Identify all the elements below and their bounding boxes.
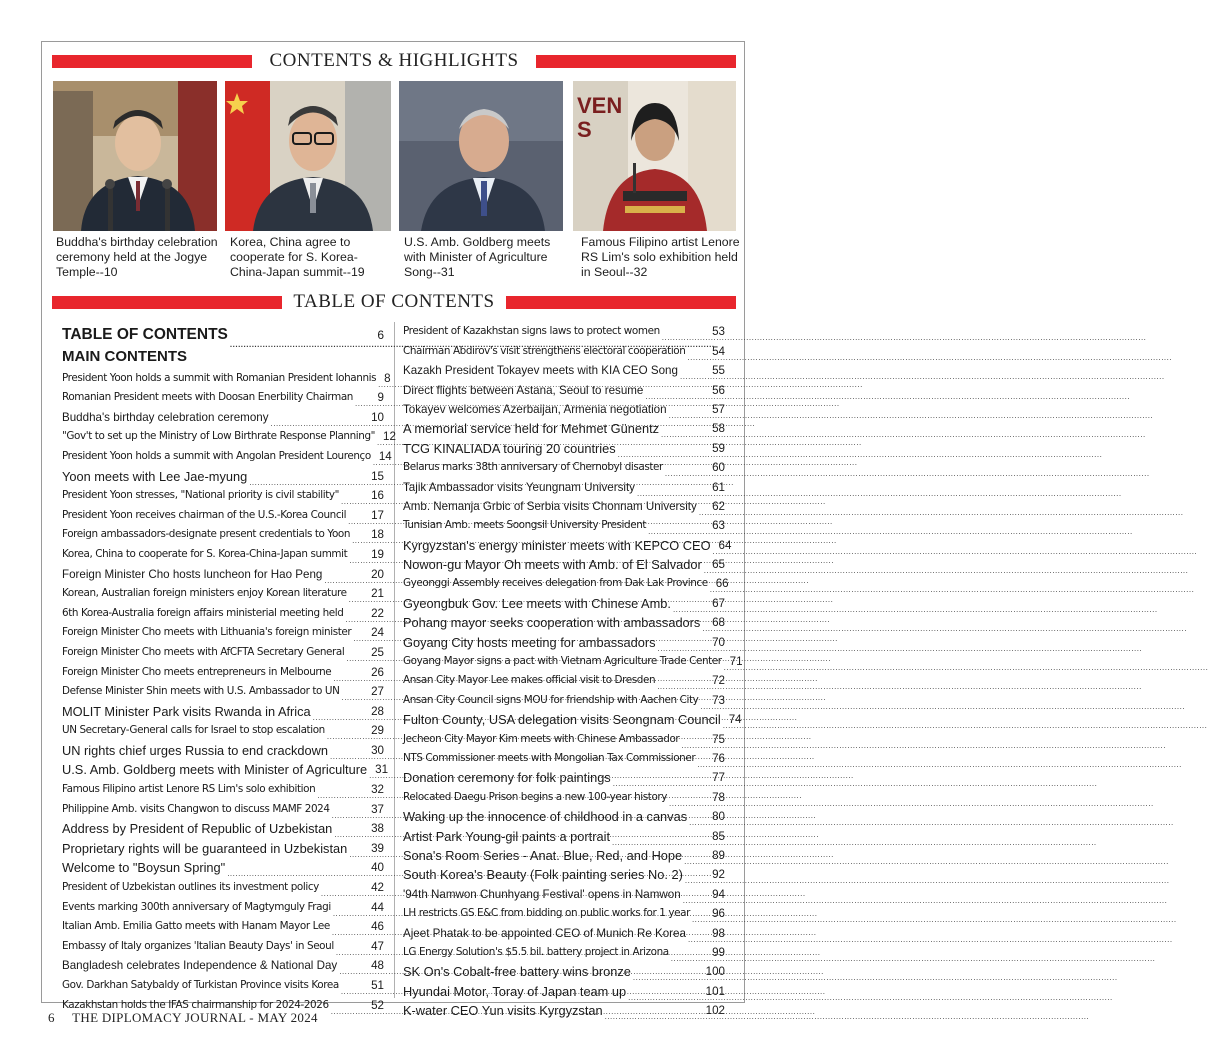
toc-entry-page: 25 [371,645,384,659]
toc-entry-page: 64 [718,538,732,552]
toc-entry[interactable] [403,516,725,535]
toc-entry-page: 42 [371,881,384,895]
toc-entry-title: Welcome to "Boysun Spring" [62,860,226,876]
toc-entry[interactable] [403,1001,725,1020]
toc-entry-title: Philippine Amb. visits Changwon to discuss MAMF 2024 [62,802,330,815]
toc-entry-title: Goyang Mayor signs a pact with Vietnam Agriculture Trade Center [403,655,722,668]
toc-leader-dots [645,386,710,397]
toc-leader-dots [349,550,369,561]
toc-leader-dots [681,735,710,746]
toc-leader-dots [321,883,369,894]
toc-entry[interactable] [62,603,384,623]
toc-leader-dots [723,715,727,726]
highlight-photo-3[interactable] [399,81,563,231]
toc-leader-dots [700,696,710,707]
toc-leader-dots [353,628,369,639]
toc-entry-title: UN rights chief urges Russia to end crackdown [62,742,329,758]
toc-entry[interactable] [403,923,725,942]
toc-leader-dots [331,1001,369,1012]
toc-entry-title: Amb. Nemanja Grbic of Serbia visits Chonnam University [403,499,697,513]
toc-entry-title: Kazakh President Tokayev meets with KIA CEO Song [403,364,678,378]
toc-entry[interactable] [403,904,725,923]
toc-entry[interactable] [403,613,725,632]
toc-entry-page: 59 [712,441,725,455]
toc-entry-page: 102 [705,1004,725,1018]
toc-leader-dots [349,589,369,600]
toc-leader-dots [685,870,710,881]
toc-entry[interactable] [62,584,384,604]
highlight-photo-1[interactable] [53,81,217,231]
toc-entry[interactable] [62,799,384,819]
toc-entry-page: 44 [371,900,384,914]
toc-leader-dots [249,472,369,483]
toc-leader-dots [369,765,373,776]
toc-entry[interactable] [403,981,725,1000]
toc-leader-dots [346,648,369,659]
toc-entry[interactable] [62,427,396,447]
toc-leader-dots [271,413,370,424]
toc-entry[interactable] [403,419,725,438]
toc-leader-dots [341,687,369,698]
toc-entry-title: Buddha's birthday celebration ceremony [62,410,269,424]
toc-entry-page: 75 [712,732,725,746]
toc-leader-dots [669,793,710,804]
toc-entry-title: K-water CEO Yun visits Kyrgyzstan [403,1003,603,1019]
toc-entry-title: Pohang mayor seeks cooperation with ambassadors [403,615,701,631]
toc-entry[interactable] [62,407,384,427]
toc-entry-title: Foreign Minister Cho meets with Lithuania's foreign minister [62,626,352,639]
toc-entry-page: 29 [371,724,384,738]
toc-entry[interactable] [403,865,725,884]
toc-leader-dots [662,327,710,338]
toc-leader-dots [227,863,369,874]
toc-entry-page: 53 [712,325,725,339]
toc-leader-dots [637,483,710,494]
page-footer [48,1010,318,1026]
toc-leader-dots [680,366,710,377]
toc-entry[interactable] [403,322,725,341]
toc-entry[interactable] [403,826,725,845]
toc-entry[interactable] [403,652,743,671]
toc-entry[interactable] [62,682,384,702]
toc-leader-dots [339,961,369,972]
toc-entry-title: Italian Amb. Emilia Gatto meets with Hanam Mayor Lee [62,920,330,933]
toc-entry-title: Jecheon City Mayor Kim meets with Chinese Ambassador [403,732,680,745]
toc-banner [52,293,736,311]
highlight-caption-2: Korea, China agree to cooperate for S. Korea-China-Japan summit--19 [230,235,365,279]
toc-entry-title: Chairman Abdirov's visit strengthens electoral cooperation [403,344,686,357]
toc-entry-title: Gyeonggi Assembly receives delegation from Dak Lak Province [403,577,708,590]
toc-entry-title: Fulton County, USA delegation visits Seongnam Council [403,712,721,728]
toc-entry-page: 26 [371,665,384,679]
highlight-caption-3: U.S. Amb. Goldberg meets with Minister of Agriculture Song--31 [404,235,551,279]
toc-entry-page: 58 [712,422,725,436]
toc-entry-page: 40 [371,861,384,875]
toc-entry[interactable] [403,380,725,399]
toc-entry-title: Hyundai Motor, Toray of Japan team up [403,983,627,999]
toc-entry[interactable] [403,768,725,787]
toc-entry-page: 101 [705,984,725,998]
toc-leader-dots [724,657,728,668]
toc-leader-dots [317,785,369,796]
toc-entry-page: 60 [712,461,725,475]
highlight-caption-4: Famous Filipino artist Lenore RS Lim's solo exhibition held in Seoul--32 [581,235,740,279]
toc-entry[interactable] [403,458,725,477]
toc-entry[interactable] [62,368,391,388]
toc-entry-page: 31 [375,763,389,777]
toc-leader-dots [657,676,710,687]
toc-entry[interactable] [403,671,725,690]
toc-entry-title: LH restricts GS E&C from bidding on public works for 1 year [403,907,690,920]
toc-entry[interactable] [403,341,725,360]
toc-entry-title: '94th Namwon Chunhyang Festival' opens in Namwon [403,887,681,901]
toc-entry-page: 22 [371,606,384,620]
toc-right-column [403,322,743,1020]
toc-entry-title: President of Kazakhstan signs laws to protect women [403,325,660,338]
toc-entry[interactable] [403,477,725,496]
toc-entry-title: Gyeongbuk Gov. Lee meets with Chinese Amb. [403,595,671,611]
toc-entry[interactable] [62,936,384,956]
toc-entry-page: 52 [371,998,384,1012]
toc-entry-page: 32 [371,783,384,797]
toc-entry-title: A memorial service held for Mehmet Günentz [403,421,660,437]
highlights-banner [52,52,736,70]
toc-entry-title: TABLE OF CONTENTS [62,326,228,343]
toc-entry-page: 39 [371,841,384,855]
toc-entry-page: 78 [712,790,725,804]
toc-entry-title: LG Energy Solution's $5.5 bil. battery project in Arizona [403,945,669,958]
toc-entry-page: 6 [377,328,384,342]
toc-entry-page: 17 [371,508,384,522]
toc-entry[interactable] [62,544,384,564]
toc-entry-title: Foreign Minister Cho meets entrepreneurs in Melbourne [62,665,332,678]
toc-entry-title: Ansan City Council signs MOU for friendship with Aachen City [403,693,699,706]
toc-entry-page: 65 [712,558,725,572]
toc-entry[interactable] [62,721,384,741]
toc-entry-title: Ajeet Phatak to be appointed CEO of Munich Re Korea [403,926,686,940]
toc-entry-title: Defense Minister Shin meets with U.S. Ambassador to UN [62,685,340,698]
toc-entry[interactable] [62,466,384,486]
toc-entry-title: President Yoon stresses, "National priority is civil stability" [62,489,340,502]
toc-entry-page: 98 [712,926,725,940]
toc-entry[interactable] [403,943,725,962]
toc-entry-title: MOLIT Minister Park visits Rwanda in Africa [62,703,311,719]
toc-entry-title: Nowon-gu Mayor Oh meets with Amb. of El Salvador [403,557,702,573]
toc-entry-page: 12 [383,430,396,444]
toc-entry-page: 14 [378,449,392,463]
toc-entry[interactable] [403,884,725,903]
toc-entry-page: 66 [715,577,729,591]
toc-entry-title: Korea, China to cooperate for S. Korea-China-Japan summit [62,547,348,560]
toc-leader-dots [683,890,710,901]
toc-entry-page: 61 [712,480,725,494]
toc-entry[interactable] [403,807,725,826]
toc-entry-page: 94 [712,887,725,901]
toc-leader-dots [373,452,377,463]
toc-entry-title: South Korea's Beauty (Folk painting series No. 2) [403,867,683,883]
toc-leader-dots [684,851,710,862]
toc-entry[interactable] [62,877,384,897]
toc-entry-header[interactable] [62,322,384,346]
toc-entry-title: Bangladesh celebrates Independence & National Day [62,959,338,973]
toc-leader-dots [673,599,710,610]
toc-entry-title: Events marking 300th anniversary of Magtymguly Fragi [62,900,331,913]
toc-leader-dots [699,502,710,513]
toc-entry[interactable] [403,400,725,419]
toc-entry[interactable] [403,749,725,768]
toc-entry[interactable] [403,555,725,574]
toc-entry-title: Tokayev welcomes Azerbaijan, Armenia negotiation [403,402,667,416]
toc-entry[interactable] [62,819,384,839]
toc-leader-dots [628,987,704,998]
toc-leader-dots [355,393,376,404]
toc-entry[interactable] [62,838,384,858]
toc-entry-title: 6th Korea-Australia foreign affairs ministerial meeting held [62,606,344,619]
toc-entry-title: Address by President of Republic of Uzbekistan [62,821,333,837]
toc-entry[interactable] [403,361,725,380]
toc-entry-page: 89 [712,848,725,862]
toc-entry[interactable] [62,897,384,917]
highlight-caption-1: Buddha's birthday celebration ceremony held at the Jogye Temple--10 [56,235,218,279]
toc-leader-dots [710,579,714,590]
toc-entry[interactable] [403,729,725,748]
toc-entry-page: 67 [712,596,725,610]
toc-entry-page: 10 [371,410,384,424]
toc-leader-dots [661,424,710,435]
toc-entry[interactable] [62,779,384,799]
toc-entry-title: Relocated Daegu Prison begins a new 100-year history [403,790,668,803]
toc-entry[interactable] [62,564,384,584]
toc-leader-dots [332,922,369,933]
toc-leader-dots [332,805,370,816]
toc-entry-page: 15 [371,469,384,483]
toc-leader-dots [313,707,369,718]
toc-entry-title: Korean, Australian foreign ministers enjoy Korean literature [62,587,347,600]
toc-entry[interactable] [62,446,392,466]
highlight-photo-4[interactable] [573,81,736,231]
toc-entry-page: 99 [712,945,725,959]
toc-leader-dots [713,541,717,552]
toc-leader-dots [704,560,710,571]
toc-entry[interactable] [403,710,742,729]
toc-entry-page: 100 [705,965,725,979]
toc-entry-title: Foreign ambassadors-designate present credentials to Yoon [62,528,351,541]
toc-leader-dots [333,668,369,679]
toc-leader-dots [688,929,710,940]
toc-entry-page: 8 [384,371,391,385]
toc-leader-dots [605,1006,704,1017]
toc-entry-page: 30 [371,743,384,757]
toc-entry-title: Waking up the innocence of childhood in a canvas [403,809,688,825]
toc-entry[interactable] [62,642,384,662]
toc-left-column [62,322,396,1015]
toc-entry-page: 72 [712,674,725,688]
toc-entry-title: Sona's Room Series - Anat. Blue, Red, and Hope [403,847,683,863]
toc-leader-dots [648,521,710,532]
toc-entry-page: 71 [729,655,743,669]
toc-leader-dots [692,909,710,920]
toc-entry-title: President Yoon holds a summit with Angolan President Lourenço [62,449,371,462]
toc-entry-page: 9 [377,391,384,405]
toc-entry-page: 57 [712,402,725,416]
toc-leader-dots [324,570,369,581]
toc-entry-title: Goyang City hosts meeting for ambassadors [403,634,656,650]
toc-entry-page: 70 [712,635,725,649]
toc-leader-dots [336,942,369,953]
toc-entry[interactable] [403,846,725,865]
toc-entry[interactable] [62,740,384,760]
toc-leader-dots [378,374,382,385]
toc-entry[interactable] [403,497,725,516]
toc-entry[interactable] [403,787,725,806]
toc-entry-page: 16 [371,489,384,503]
toc-entry[interactable] [62,486,384,506]
toc-entry[interactable] [62,701,384,721]
toc-entry[interactable] [403,593,725,612]
toc-leader-dots [352,530,369,541]
toc-entry[interactable] [403,438,725,457]
toc-entry-page: 85 [712,829,725,843]
toc-leader-dots [330,746,369,757]
toc-leader-dots [658,638,711,649]
toc-entry-title: U.S. Amb. Goldberg meets with Minister of Agriculture [62,762,368,778]
toc-entry-title: Yoon meets with Lee Jae-myung [62,468,248,484]
toc-entry-title: Famous Filipino artist Lenore RS Lim's solo exhibition [62,783,316,796]
toc-entry-page: 48 [371,959,384,973]
toc-entry-page: 20 [371,567,384,581]
toc-leader-dots [612,832,710,843]
toc-entry-title: Kazakhstan holds the IFAS chairmanship for 2024-2026 [62,998,329,1011]
toc-leader-dots [333,903,369,914]
toc-leader-dots [334,824,369,835]
toc-entry[interactable] [403,574,729,593]
highlight-photo-2[interactable] [225,81,391,231]
toc-entry-page: 19 [371,547,384,561]
toc-entry[interactable] [62,662,384,682]
toc-entry-title: "Gov't to set up the Ministry of Low Birthrate Response Planning" [62,430,376,443]
toc-entry-title: NTS Commissioner meets with Mongolian Tax Commissioner [403,751,696,764]
toc-entry-page: 55 [712,364,725,378]
toc-leader-dots [671,948,710,959]
toc-leader-dots [669,405,711,416]
toc-entry[interactable] [62,858,384,878]
toc-leader-dots [349,844,369,855]
toc-entry[interactable] [62,505,384,525]
svg-text:VEN: VEN [577,93,623,118]
toc-entry-page: 47 [371,939,384,953]
toc-entry-title: President of Uzbekistan outlines its investment policy [62,881,319,894]
toc-entry-page: 92 [712,868,725,882]
toc-entry-title: TCG KINALIADA touring 20 countries [403,440,616,456]
toc-leader-dots [348,511,369,522]
toc-entry-title: Donation ceremony for folk paintings [403,770,611,786]
toc-entry[interactable] [62,388,384,408]
highlights-title: CONTENTS & HIGHLIGHTS [269,50,519,71]
footer-page-number: 6 [48,1010,55,1025]
toc-leader-dots [689,812,710,823]
toc-entry-page: 38 [371,822,384,836]
toc-entry[interactable] [62,975,384,995]
toc-entry[interactable] [62,917,384,937]
toc-entry-title: Tajik Ambassador visits Yeungnam University [403,480,635,494]
toc-entry-page: 54 [712,344,725,358]
toc-entry-title: Kyrgyzstan's energy minister meets with KEPCO CEO [403,537,711,553]
toc-entry-title: Romanian President meets with Doosan Enerbility Chairman [62,391,353,404]
toc-entry-page: 63 [712,519,725,533]
main-contents-heading: MAIN CONTENTS [62,348,187,365]
toc-entry-title: Foreign Minister Cho meets with AfCFTA Secretary General [62,645,345,658]
toc-entry-page: 62 [712,499,725,513]
toc-entry-page: 46 [371,920,384,934]
toc-leader-dots [377,432,381,443]
toc-entry[interactable] [403,632,725,651]
toc-leader-dots [345,609,369,620]
toc-leader-dots [341,981,369,992]
toc-entry-page: 28 [371,704,384,718]
toc-entry-page: 18 [371,528,384,542]
toc-entry-title: Ansan City Mayor Lee makes official visit to Dresden [403,674,656,687]
toc-entry-title: SK On's Cobalt-free battery wins bronze [403,964,631,980]
toc-entry-page: 51 [371,979,384,992]
toc-entry-title: Artist Park Young-gil paints a portrait [403,828,610,844]
toc-leader-dots [687,347,710,358]
toc-entry-page: 56 [712,383,725,397]
toc-entry[interactable] [62,525,384,545]
toc-entry-page: 21 [371,587,384,601]
toc-leader-dots [327,726,369,737]
toc-entry-page: 76 [712,751,725,765]
toc-entry-title: President Yoon receives chairman of the U.S.-Korea Council [62,508,347,521]
svg-text:S: S [577,117,592,142]
toc-entry-page: 27 [371,685,384,699]
toc-leader-dots [633,967,704,978]
toc-leader-dots [697,754,710,765]
toc-entry-title: Gov. Darkhan Satybaldy of Turkistan Province visits Korea [62,979,339,991]
toc-entry-title: President Yoon holds a summit with Romanian President Iohannis [62,371,377,384]
toc-entry-page: 77 [712,771,725,785]
toc-entry[interactable] [403,690,725,709]
toc-entry-title: Tunisian Amb. meets Soongsil University President [403,519,647,532]
toc-entry-title: Belarus marks 38th anniversary of Chernobyl disaster [403,461,663,474]
toc-leader-dots [702,618,710,629]
toc-leader-dots [230,332,375,343]
toc-leader-dots [613,773,710,784]
toc-leader-dots [665,463,710,474]
toc-entry-page: 24 [371,626,384,640]
toc-entry-page: 96 [712,907,725,921]
toc-entry-page: 80 [712,810,725,824]
toc-entry-title: Direct flights between Astana, Seoul to resume [403,383,644,397]
toc-entry-title: Foreign Minister Cho hosts luncheon for Hao Peng [62,567,323,581]
footer-publication: THE DIPLOMACY JOURNAL - MAY 2024 [72,1010,318,1025]
toc-entry-page: 37 [371,802,384,816]
toc-entry-title: Embassy of Italy organizes 'Italian Beauty Days' in Seoul [62,939,334,952]
toc-entry[interactable] [62,956,384,976]
toc-entry-page: 74 [728,713,742,727]
toc-entry-page: 68 [712,616,725,630]
toc-leader-dots [618,444,710,455]
toc-entry[interactable] [62,760,389,780]
toc-entry[interactable] [403,535,732,554]
toc-entry-title: Proprietary rights will be guaranteed in Uzbekistan [62,840,348,856]
toc-title: TABLE OF CONTENTS [293,291,495,312]
toc-entry-page: 73 [712,693,725,707]
toc-entry[interactable] [62,623,384,643]
toc-leader-dots [341,491,369,502]
toc-entry-title: UN Secretary-General calls for Israel to stop escalation [62,724,325,737]
toc-entry[interactable] [403,962,725,981]
